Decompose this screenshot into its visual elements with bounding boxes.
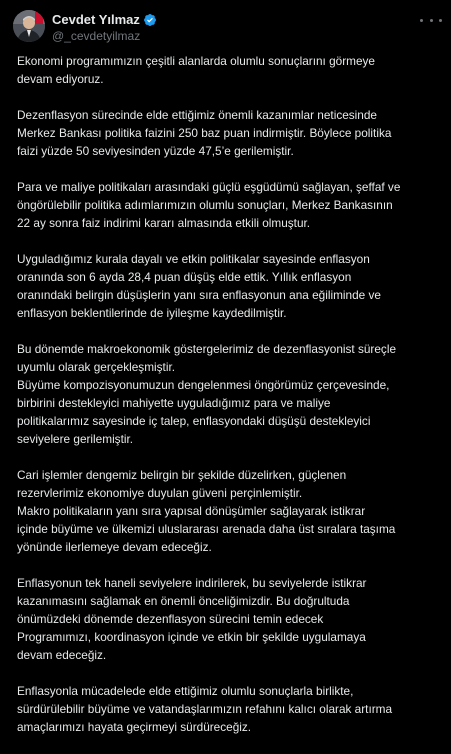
tweet-text-line: faizi yüzde 50 seviyesinden yüzde 47,5’e gerilemiştir. bbox=[17, 144, 294, 158]
tweet-text-line: oranında son 6 ayda 28,4 puan düşüş elde ettik. Yıllık enflasyon bbox=[17, 270, 352, 284]
tweet-text-line: Enflasyonun tek haneli seviyelere indirilerek, bu seviyelerde istikrar bbox=[17, 576, 367, 590]
more-dot bbox=[420, 19, 423, 22]
tweet-text-line: amaçlarımızı hayata geçirmeyi sürdüreceğiz. bbox=[17, 720, 252, 734]
tweet-paragraph bbox=[17, 682, 441, 736]
verified-badge-icon bbox=[143, 13, 157, 27]
author-name-row bbox=[52, 12, 157, 28]
tweet-header bbox=[0, 0, 451, 52]
tweet-text-line: uyumlu olarak gerçekleşmiştir. bbox=[17, 360, 176, 374]
more-dot bbox=[439, 19, 442, 22]
tweet-text-line: Bu dönemde makroekonomik göstergelerimiz de dezenflasyonist süreçle bbox=[17, 342, 397, 356]
tweet-paragraph bbox=[17, 52, 441, 88]
tweet-text-line: Programımızı, koordinasyon içinde ve etkin bir şekilde uygulamaya bbox=[17, 630, 366, 644]
tweet-text-line: Makro politikaların yanı sıra yapısal dönüşümler sağlayarak istikrar bbox=[17, 504, 366, 518]
author-handle[interactable]: @_cevdetyilmaz bbox=[52, 29, 141, 43]
tweet-paragraph bbox=[17, 466, 441, 556]
author-display-name[interactable]: Cevdet Yılmaz bbox=[52, 12, 140, 27]
tweet-text-line: Uyguladığımız kurala dayalı ve etkin politikalar sayesinde enflasyon bbox=[17, 252, 370, 266]
tweet-text-line: Merkez Bankası politika faizini 250 baz puan indirmiştir. Böylece politika bbox=[17, 126, 392, 140]
tweet-text-line: birbirini destekleyici mahiyette uyguladığımız para ve maliye bbox=[17, 396, 331, 410]
tweet-paragraph bbox=[17, 574, 441, 664]
tweet-text-line: kazanımasını sağlamak en önemli önceliğimizdir. Bu doğrultuda bbox=[17, 594, 350, 608]
tweet-text-line: devam edeceğiz. bbox=[17, 648, 107, 662]
tweet-text-line: oranındaki belirgin düşüşlerin yanı sıra enflasyonun ana eğiliminde ve bbox=[17, 288, 381, 302]
more-options-icon[interactable] bbox=[420, 13, 442, 27]
tweet-text-line: Para ve maliye politikaları arasındaki güçlü eşgüdümü sağlayan, şeffaf ve bbox=[17, 180, 401, 194]
tweet-text-line: 22 ay sonra faiz indirimi kararı almasında etkili olmuştur. bbox=[17, 216, 311, 230]
tweet-text-line: politikalarımız sayesinde iç talep, enflasyondaki düşüşü destekleyici bbox=[17, 414, 371, 428]
tweet-text-line: öngörülebilir politika adımlarımızın olumlu sonuçları, Merkez Bankasının bbox=[17, 198, 393, 212]
author-avatar[interactable] bbox=[13, 10, 45, 42]
tweet-text-line: sürdürülebilir büyüme ve vatandaşlarımızın refahını kalıcı olarak artırma bbox=[17, 702, 393, 716]
tweet-text-line: Ekonomi programımızın çeşitli alanlarda olumlu sonuçlarını görmeye bbox=[17, 54, 375, 68]
tweet-text-line: Cari işlemler dengemiz belirgin bir şekilde düzelirken, güçlenen bbox=[17, 468, 347, 482]
more-dot bbox=[430, 19, 433, 22]
tweet-paragraph bbox=[17, 250, 441, 322]
tweet-paragraph bbox=[17, 106, 441, 160]
tweet-text-line: içinde büyüme ve ülkemizi uluslararası arenada daha üst sıralara taşıma bbox=[17, 522, 396, 536]
tweet-text-line: rezervlerimiz ekonomiye duyulan güveni perçinlemiştir. bbox=[17, 486, 303, 500]
tweet-text-line: Enflasyonla mücadelede elde ettiğimiz olumlu sonuçlarla birlikte, bbox=[17, 684, 354, 698]
tweet-text-line: önümüzdeki dönemde dezenflasyon sürecini temin edecek bbox=[17, 612, 324, 626]
avatar-photo-icon bbox=[13, 10, 45, 42]
tweet-text-line: devam ediyoruz. bbox=[17, 72, 104, 86]
tweet-text-line: enflasyon beklentilerinde de iyileşme kaydedilmiştir. bbox=[17, 306, 287, 320]
tweet-paragraph bbox=[17, 178, 441, 232]
tweet-text bbox=[17, 52, 441, 754]
tweet-text-line: Dezenflasyon sürecinde elde ettiğimiz önemli kazanımlar neticesinde bbox=[17, 108, 377, 122]
tweet-text-line: Büyüme kompozisyonumuzun dengelenmesi öngörümüz çerçevesinde, bbox=[17, 378, 390, 392]
tweet-paragraph bbox=[17, 340, 441, 448]
tweet-text-line: seviyelere gerilemiştir. bbox=[17, 432, 134, 446]
tweet-text-line: yönünde ilerlemeye devam edeceğiz. bbox=[17, 540, 212, 554]
